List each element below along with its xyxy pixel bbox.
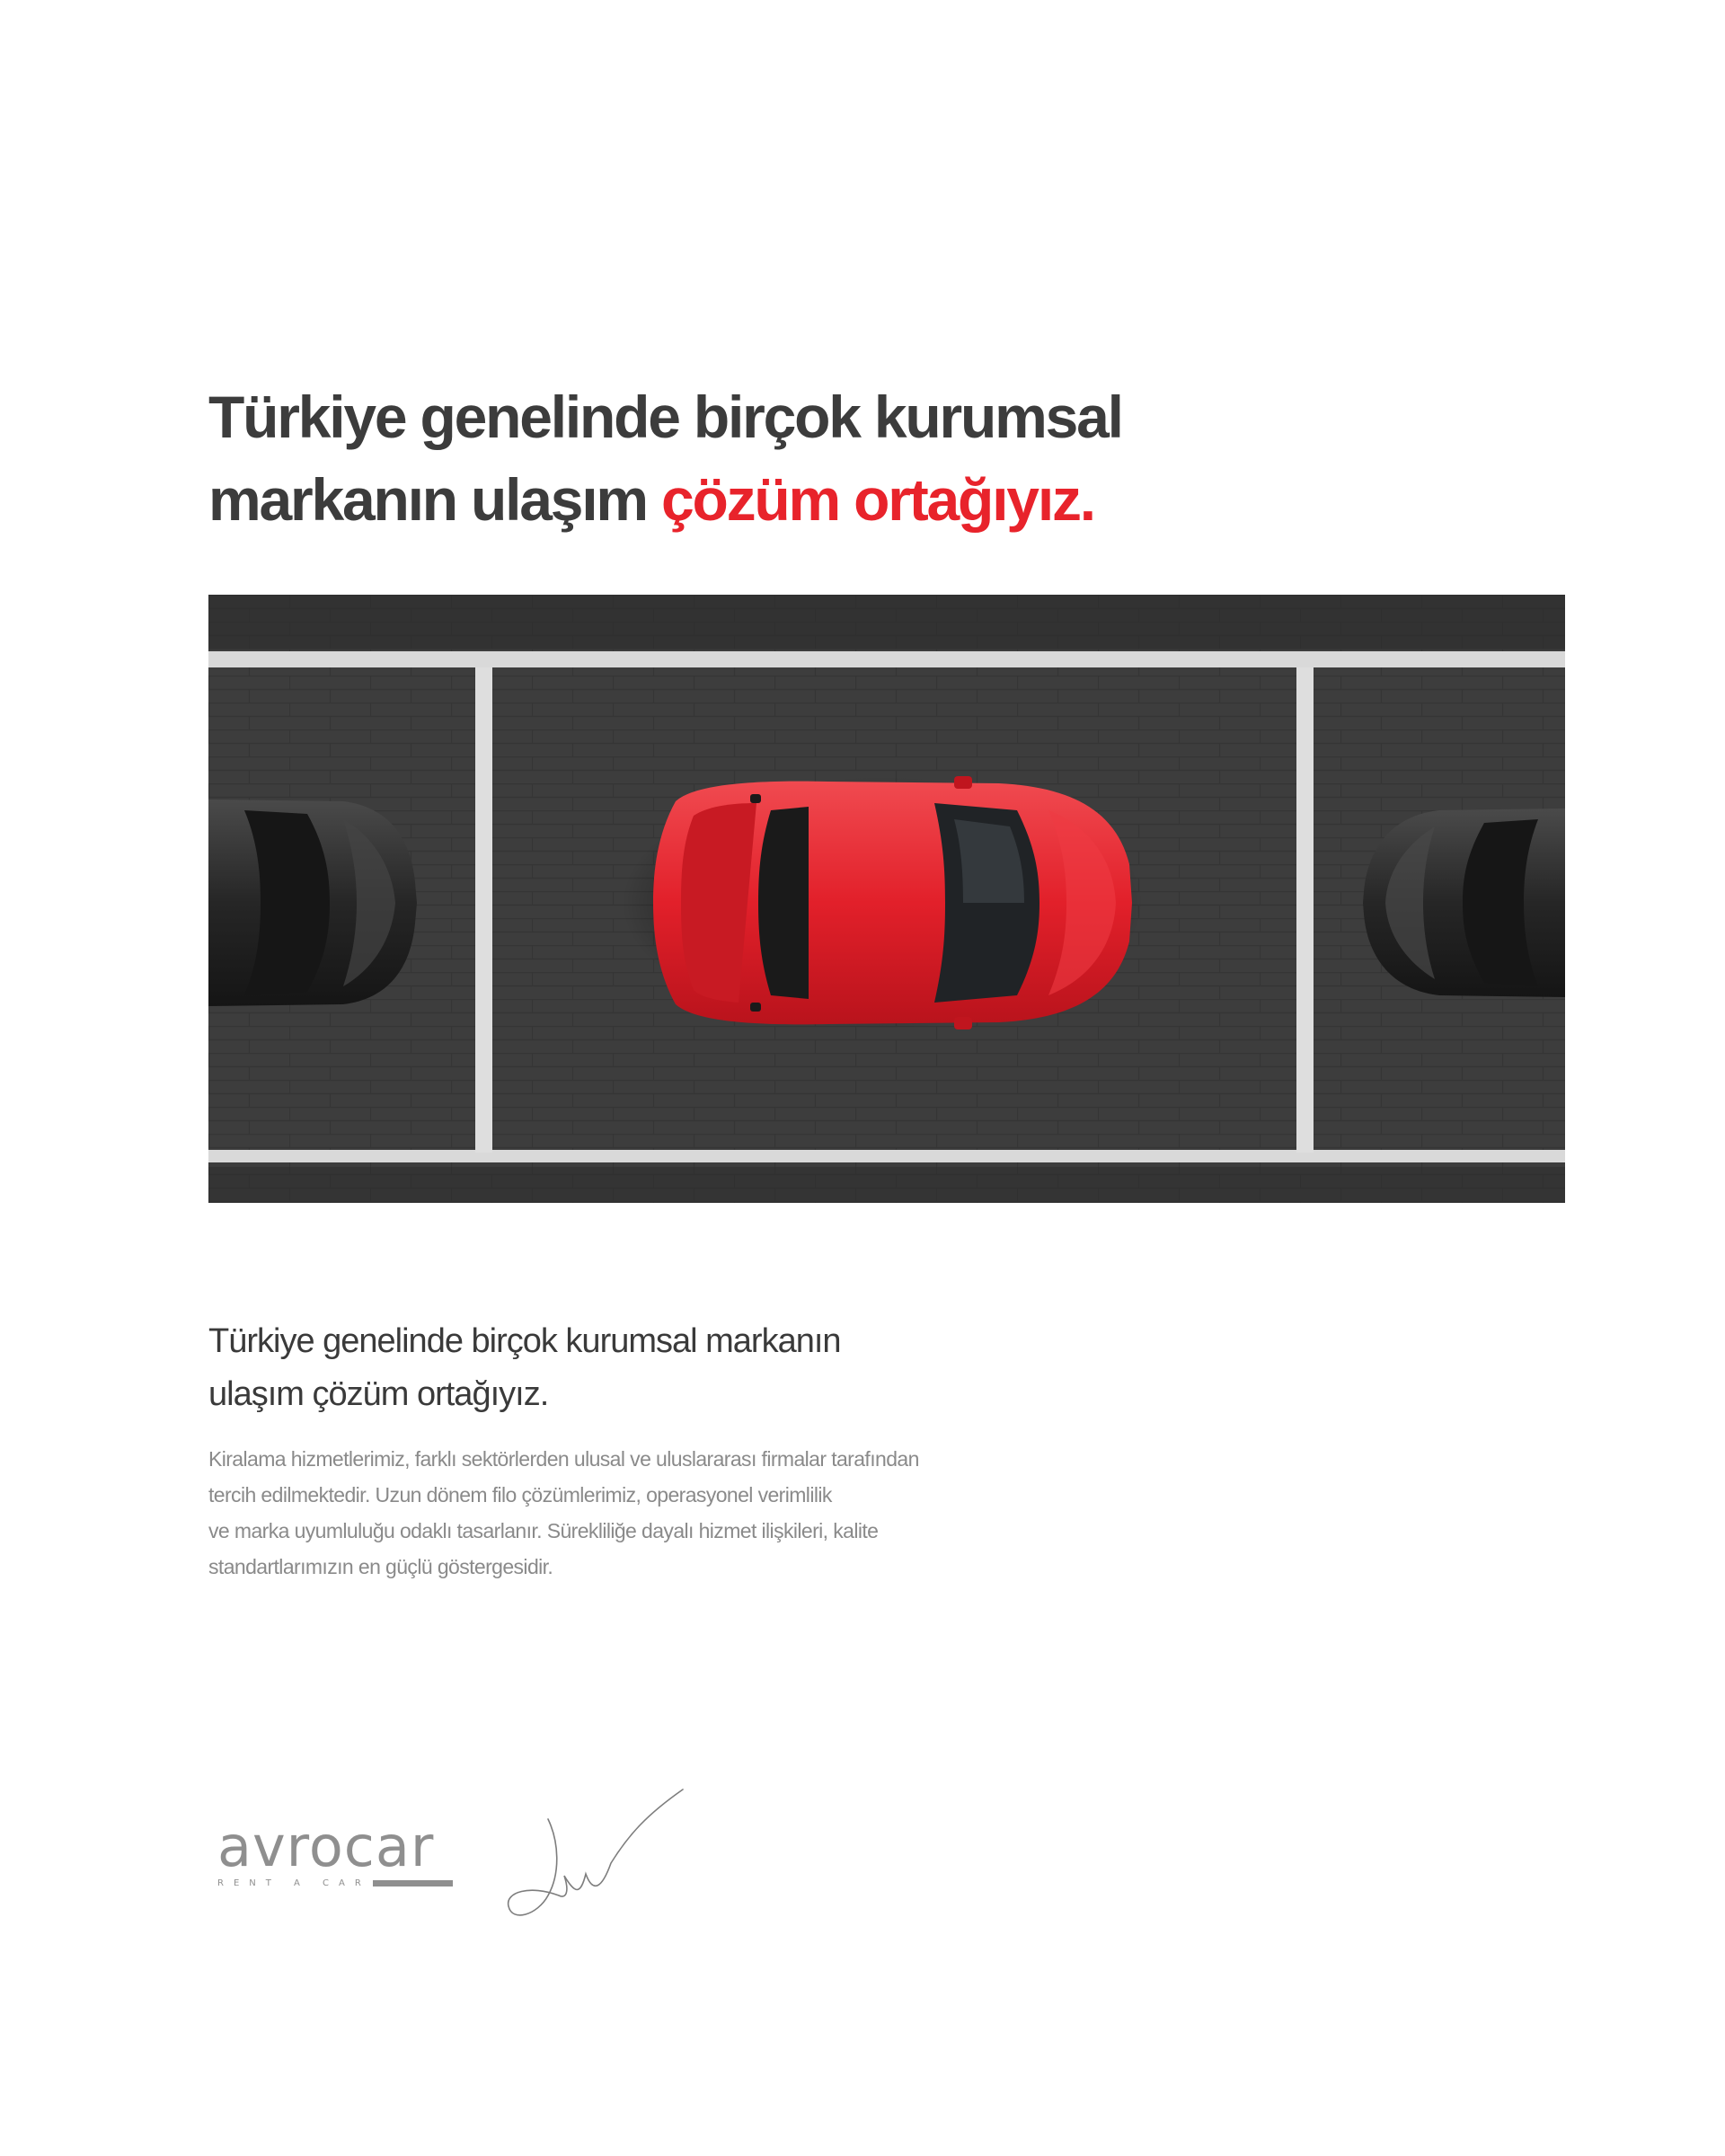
logo-tagline: RENT A CAR <box>217 1878 371 1888</box>
headline-line-1: Türkiye genelinde birçok kurumsal <box>208 384 1122 450</box>
subheading <box>208 1315 1107 1421</box>
headline-line-2: markanın ulaşım <box>208 466 662 533</box>
dark-car-right <box>1363 808 1565 997</box>
signature <box>503 1788 692 1931</box>
parking-lot-illustration <box>208 595 1565 1203</box>
body-line: ve marka uyumluluğu odaklı tasarlanır. Sürekliliğe dayalı hizmet ilişkileri, kalite <box>208 1519 879 1542</box>
body-line: tercih edilmektedir. Uzun dönem filo çözümlerimiz, operasyonel verimlilik <box>208 1483 832 1507</box>
subheading-line-2: ulaşım çözüm ortağıyız. <box>208 1375 549 1413</box>
body-paragraph <box>208 1441 1071 1585</box>
subheading-line-1: Türkiye genelinde birçok kurumsal markanın <box>208 1322 841 1360</box>
avrocar-logo <box>217 1814 453 1891</box>
dark-car-left <box>208 800 417 1006</box>
logo-wordmark: avrocar <box>217 1814 435 1879</box>
headline <box>208 376 1287 541</box>
red-car <box>653 776 1132 1029</box>
headline-accent: çözüm ortağıyız. <box>661 466 1094 533</box>
logo-underline <box>373 1880 453 1886</box>
hero-image <box>208 595 1565 1203</box>
body-line: standartlarımızın en güçlü göstergesidir. <box>208 1555 553 1578</box>
body-line: Kiralama hizmetlerimiz, farklı sektörlerden ulusal ve uluslararası firmalar tarafından <box>208 1447 919 1471</box>
